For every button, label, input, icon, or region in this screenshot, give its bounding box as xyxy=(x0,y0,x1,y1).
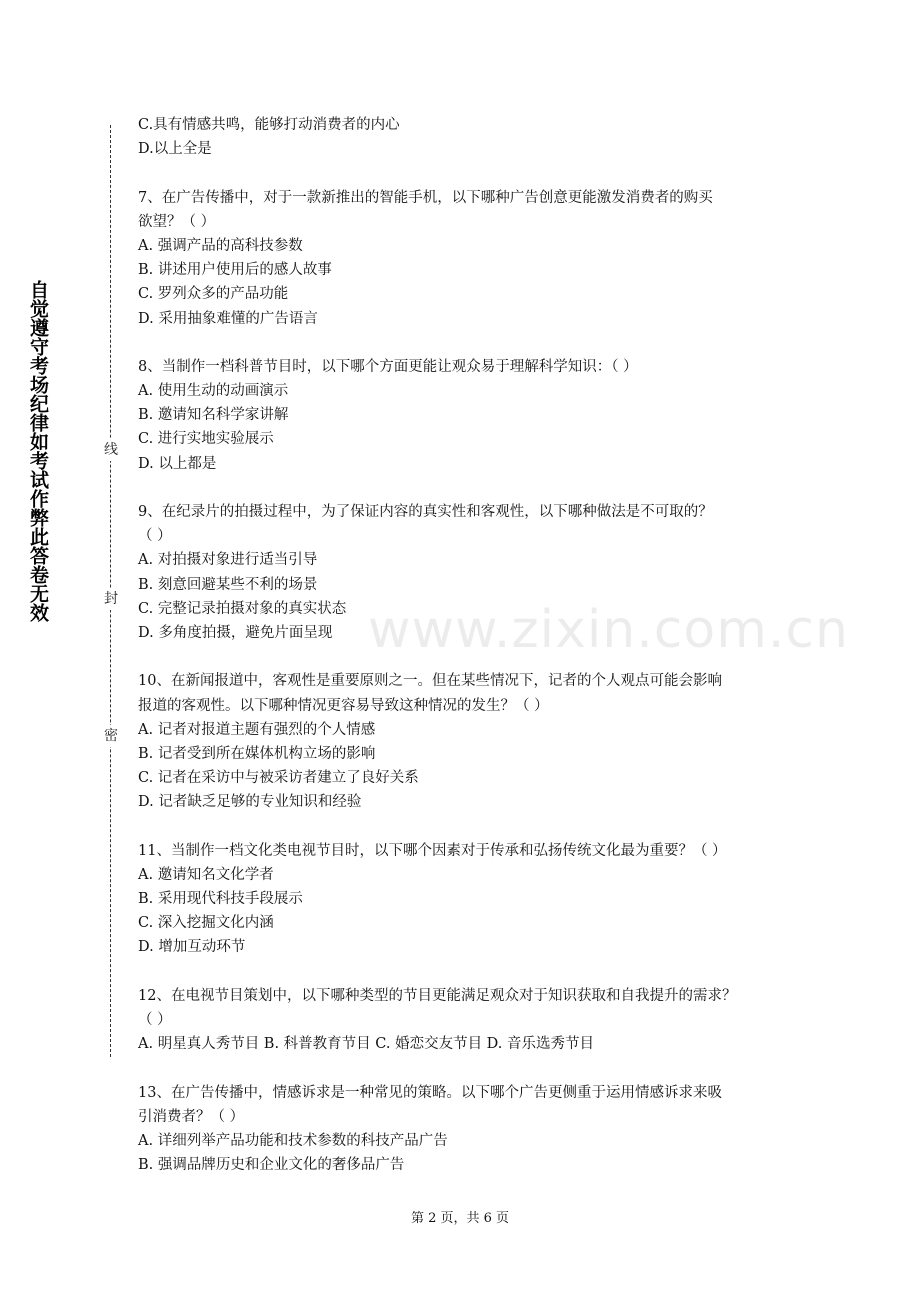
blank-line xyxy=(138,1056,788,1080)
question-line: C.具有情感共鸣，能够打动消费者的内心 xyxy=(138,117,400,133)
question-line: D.以上全是 xyxy=(138,141,212,158)
seal-mark-feng: 封 xyxy=(102,588,120,610)
blank-line xyxy=(138,331,788,355)
question-line: 11、当制作一档文化类电视节目时，以下哪个因素对于传承和弘扬传统文化最为重要？（ ） xyxy=(138,842,727,859)
question-line: （ ） xyxy=(138,1011,172,1028)
question-line: （ ） xyxy=(138,528,172,545)
question-line: A. 明星真人秀节目 B. 科普教育节目 C. 婚恋交友节目 D. 音乐选秀节目 xyxy=(138,1036,595,1053)
seal-mark-xian: 线 xyxy=(102,439,120,461)
question-line: 7、在广告传播中，对于一款新推出的智能手机，以下哪种广告创意更能激发消费者的购买 xyxy=(138,189,713,206)
exam-discipline-warning: 自觉遵守考场纪律如考试作弊此答卷无效 xyxy=(27,280,49,622)
question-line: A. 对拍摄对象进行适当引导 xyxy=(138,552,318,569)
question-line: 9、在纪录片的拍摄过程中，为了保证内容的真实性和客观性，以下哪种做法是不可取的？ xyxy=(138,504,713,520)
question-line: C. 深入挖掘文化内涵 xyxy=(138,915,274,932)
watermark: www.zixin.com.cn xyxy=(368,600,849,660)
question-line: A. 强调产品的高科技参数 xyxy=(138,237,303,254)
question-line: D. 多角度拍摄，避免片面呈现 xyxy=(138,624,333,641)
question-line: A. 邀请知名文化学者 xyxy=(138,866,274,883)
question-line: C. 罗列众多的产品功能 xyxy=(138,286,289,303)
question-line: C. 记者在采访中与被采访者建立了良好关系 xyxy=(138,770,419,787)
question-line: 12、在电视节目策划中，以下哪种类型的节目更能满足观众对于知识获取和自我提升的需求？ xyxy=(138,987,737,1004)
question-line: D. 记者缺乏足够的专业知识和经验 xyxy=(138,794,362,811)
exam-questions xyxy=(138,113,788,1177)
question-line: B. 刻意回避某些不利的场景 xyxy=(138,576,318,593)
blank-line xyxy=(138,476,788,500)
question-line: B. 强调品牌历史和企业文化的奢侈品广告 xyxy=(138,1157,405,1174)
question-line: B. 记者受到所在媒体机构立场的影响 xyxy=(138,745,376,762)
blank-line xyxy=(138,814,788,838)
page-footer: 第 2 页，共 6 页 xyxy=(410,1211,510,1226)
question-line: A. 记者对报道主题有强烈的个人情感 xyxy=(138,721,376,738)
question-line: C. 进行实地实验展示 xyxy=(138,431,274,448)
question-line: 引消费者？（ ） xyxy=(138,1108,245,1125)
question-line: A. 使用生动的动画演示 xyxy=(138,383,289,400)
blank-line xyxy=(138,161,788,185)
question-line: 8、当制作一档科普节目时，以下哪个方面更能让观众易于理解科学知识：（ ） xyxy=(138,358,638,375)
question-line: B. 邀请知名科学家讲解 xyxy=(138,407,289,424)
blank-line xyxy=(138,960,788,984)
question-line: A. 详细列举产品功能和技术参数的科技产品广告 xyxy=(138,1132,448,1149)
question-line: C. 完整记录拍摄对象的真实状态 xyxy=(138,600,347,617)
question-line: 欲望？（ ） xyxy=(138,213,216,230)
question-line: 10、在新闻报道中，客观性是重要原则之一。但在某些情况下，记者的个人观点可能会影响 xyxy=(138,673,722,690)
question-line: D. 增加互动环节 xyxy=(138,939,246,956)
blank-line xyxy=(138,645,788,669)
question-line: 13、在广告传播中，情感诉求是一种常见的策略。以下哪个广告更侧重于运用情感诉求来吸 xyxy=(138,1084,722,1101)
question-line: D. 以上都是 xyxy=(138,455,217,472)
question-line: B. 讲述用户使用后的感人故事 xyxy=(138,262,332,279)
seal-mark-mi: 密 xyxy=(102,725,120,747)
question-line: B. 采用现代科技手段展示 xyxy=(138,891,303,907)
question-line: D. 采用抽象难懂的广告语言 xyxy=(138,310,318,327)
question-line: 报道的客观性。以下哪种情况更容易导致这种情况的发生？（ ） xyxy=(138,697,549,714)
